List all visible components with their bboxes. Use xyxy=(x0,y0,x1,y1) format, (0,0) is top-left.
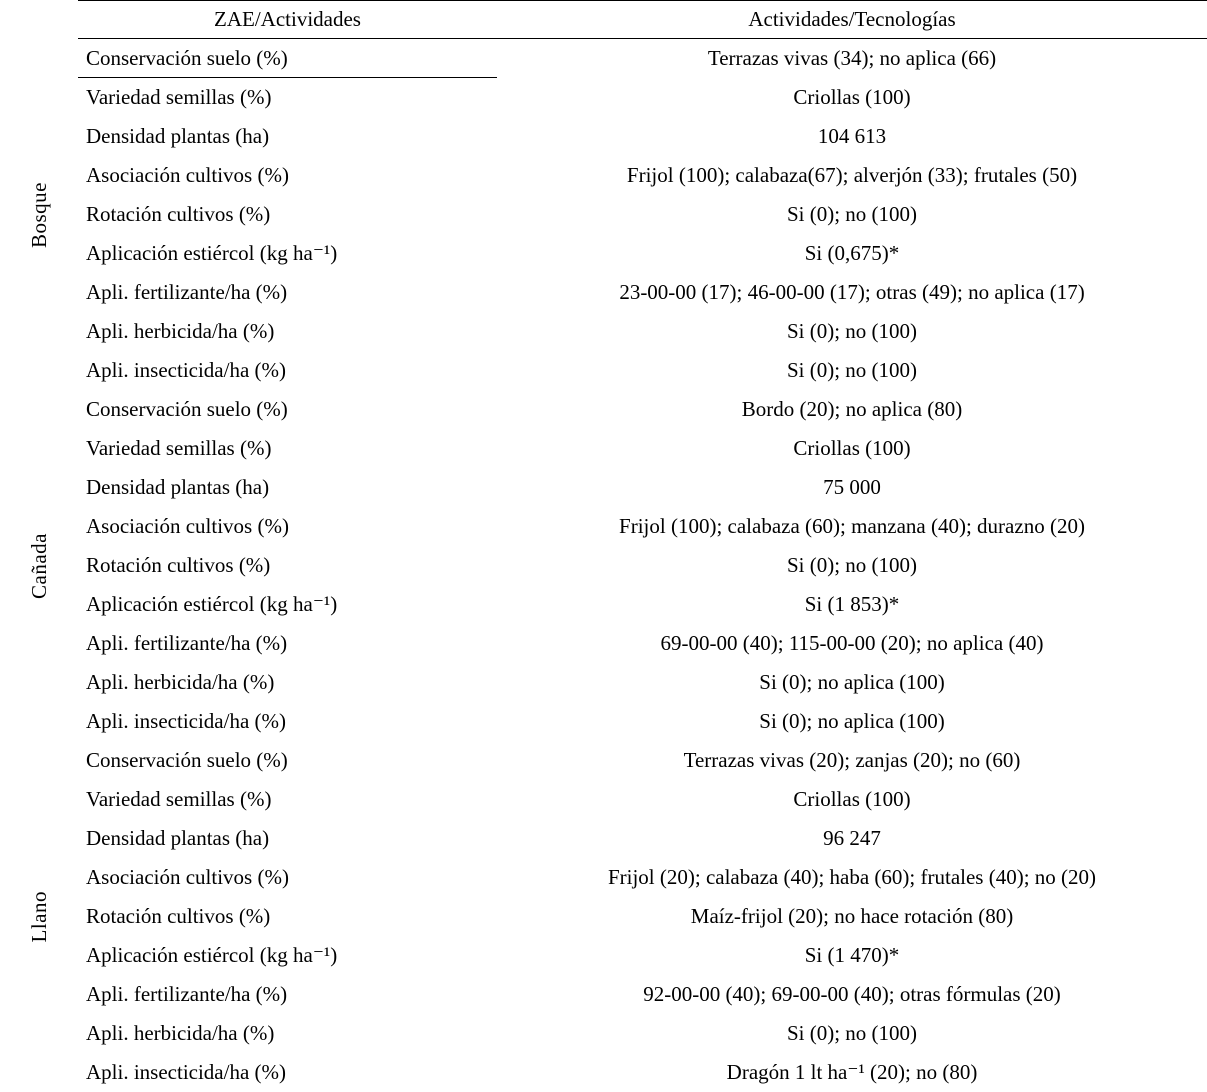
value-cell: 75 000 xyxy=(823,475,881,499)
table-row xyxy=(78,1014,1207,1053)
activity-cell: Asociación cultivos (%) xyxy=(86,163,289,187)
zone-cell-canada xyxy=(0,390,78,741)
activity-cell: Apli. herbicida/ha (%) xyxy=(86,1021,275,1045)
header-corner-spacer xyxy=(0,0,78,39)
table-row xyxy=(78,741,1207,780)
table-row xyxy=(78,390,1207,429)
table-row xyxy=(78,78,1207,117)
zone-group-bosque xyxy=(0,39,1207,390)
header-actividades-tecnologias: Actividades/Tecnologías xyxy=(497,0,1207,39)
table-row xyxy=(78,39,1207,78)
table-row xyxy=(78,897,1207,936)
activity-cell: Apli. fertilizante/ha (%) xyxy=(86,982,288,1006)
activity-cell: Aplicación estiércol (kg ha⁻¹) xyxy=(86,241,338,265)
value-cell: Si (1 853)* xyxy=(804,592,900,616)
value-cell: Si (0,675)* xyxy=(804,241,900,265)
value-cell: Si (0); no (100) xyxy=(786,202,918,226)
value-cell: Dragón 1 lt ha⁻¹ (20); no (80) xyxy=(726,1060,978,1084)
value-cell: Terrazas vivas (20); zanjas (20); no (60) xyxy=(683,748,1021,772)
value-cell: Si (1 470)* xyxy=(804,943,900,967)
value-cell: Maíz-frijol (20); no hace rotación (80) xyxy=(690,904,1014,928)
table-row xyxy=(78,234,1207,273)
table-row xyxy=(78,624,1207,663)
value-cell: Si (0); no (100) xyxy=(786,553,918,577)
value-cell: Si (0); no aplica (100) xyxy=(759,670,945,694)
header-zae-actividades: ZAE/Actividades xyxy=(78,0,497,39)
value-cell: Si (0); no (100) xyxy=(786,1021,918,1045)
table-header-row xyxy=(0,0,1207,39)
value-cell: Bordo (20); no aplica (80) xyxy=(741,397,963,421)
zone-rows-bosque xyxy=(78,39,1207,390)
activity-cell: Variedad semillas (%) xyxy=(86,436,272,460)
table-row xyxy=(78,1053,1207,1092)
value-cell: Si (0); no (100) xyxy=(786,319,918,343)
table-row xyxy=(78,546,1207,585)
value-cell: 23-00-00 (17); 46-00-00 (17); otras (49); no aplica (17) xyxy=(619,280,1085,304)
zone-label-canada: Cañada xyxy=(26,532,51,599)
value-cell: Frijol (100); calabaza (60); manzana (40); durazno (20) xyxy=(619,514,1085,538)
zone-group-canada xyxy=(0,390,1207,741)
activity-cell: Apli. herbicida/ha (%) xyxy=(86,319,275,343)
activity-cell: Conservación suelo (%) xyxy=(86,397,288,421)
table-row xyxy=(78,429,1207,468)
table-row xyxy=(78,312,1207,351)
activity-cell: Apli. fertilizante/ha (%) xyxy=(86,631,288,655)
zone-label-llano: Llano xyxy=(26,890,51,943)
table-row xyxy=(78,507,1207,546)
table-row xyxy=(78,663,1207,702)
activity-cell: Asociación cultivos (%) xyxy=(86,514,289,538)
zone-cell-llano xyxy=(0,741,78,1092)
activity-cell: Densidad plantas (ha) xyxy=(86,826,270,850)
table-row xyxy=(78,273,1207,312)
table-row xyxy=(78,585,1207,624)
activity-cell: Variedad semillas (%) xyxy=(86,787,272,811)
value-cell: Criollas (100) xyxy=(793,85,911,109)
activity-cell: Densidad plantas (ha) xyxy=(86,124,270,148)
value-cell: Si (0); no (100) xyxy=(786,358,918,382)
zone-group-llano xyxy=(0,741,1207,1092)
activity-cell: Apli. insecticida/ha (%) xyxy=(86,709,287,733)
value-cell: 69-00-00 (40); 115-00-00 (20); no aplica (40) xyxy=(660,631,1044,655)
table-row xyxy=(78,936,1207,975)
activity-cell: Rotación cultivos (%) xyxy=(86,904,271,928)
value-cell: 96 247 xyxy=(823,826,881,850)
value-cell: Criollas (100) xyxy=(793,436,911,460)
activity-cell: Apli. fertilizante/ha (%) xyxy=(86,280,288,304)
activity-cell: Apli. insecticida/ha (%) xyxy=(86,358,287,382)
activity-cell: Conservación suelo (%) xyxy=(78,39,497,78)
value-cell: Frijol (20); calabaza (40); haba (60); frutales (40); no (20) xyxy=(607,865,1097,889)
value-cell: Si (0); no aplica (100) xyxy=(759,709,945,733)
table-row xyxy=(78,117,1207,156)
table-row xyxy=(78,858,1207,897)
activity-cell: Densidad plantas (ha) xyxy=(86,475,270,499)
table-row xyxy=(78,702,1207,741)
table-body xyxy=(0,39,1207,1092)
zone-rows-llano xyxy=(78,741,1207,1092)
table-row xyxy=(78,819,1207,858)
value-cell: Frijol (100); calabaza(67); alverjón (33); frutales (50) xyxy=(626,163,1078,187)
table-row xyxy=(78,351,1207,390)
table-row xyxy=(78,195,1207,234)
activity-cell: Rotación cultivos (%) xyxy=(86,202,271,226)
zone-cell-bosque xyxy=(0,39,78,390)
table-row xyxy=(78,780,1207,819)
activity-cell: Apli. insecticida/ha (%) xyxy=(86,1060,287,1084)
zone-rows-canada xyxy=(78,390,1207,741)
activity-cell: Aplicación estiércol (kg ha⁻¹) xyxy=(86,943,338,967)
zone-label-bosque: Bosque xyxy=(26,181,51,248)
value-cell: 92-00-00 (40); 69-00-00 (40); otras fórmulas (20) xyxy=(643,982,1061,1006)
table-row xyxy=(78,468,1207,507)
activity-cell: Apli. herbicida/ha (%) xyxy=(86,670,275,694)
activity-cell: Asociación cultivos (%) xyxy=(86,865,289,889)
activity-cell: Aplicación estiércol (kg ha⁻¹) xyxy=(86,592,338,616)
value-cell: Terrazas vivas (34); no aplica (66) xyxy=(707,46,997,70)
value-cell: 104 613 xyxy=(817,124,887,148)
activity-cell: Variedad semillas (%) xyxy=(86,85,272,109)
table-row xyxy=(78,156,1207,195)
value-cell: Criollas (100) xyxy=(793,787,911,811)
table-row xyxy=(78,975,1207,1014)
activity-cell: Conservación suelo (%) xyxy=(86,748,288,772)
activity-cell: Rotación cultivos (%) xyxy=(86,553,271,577)
